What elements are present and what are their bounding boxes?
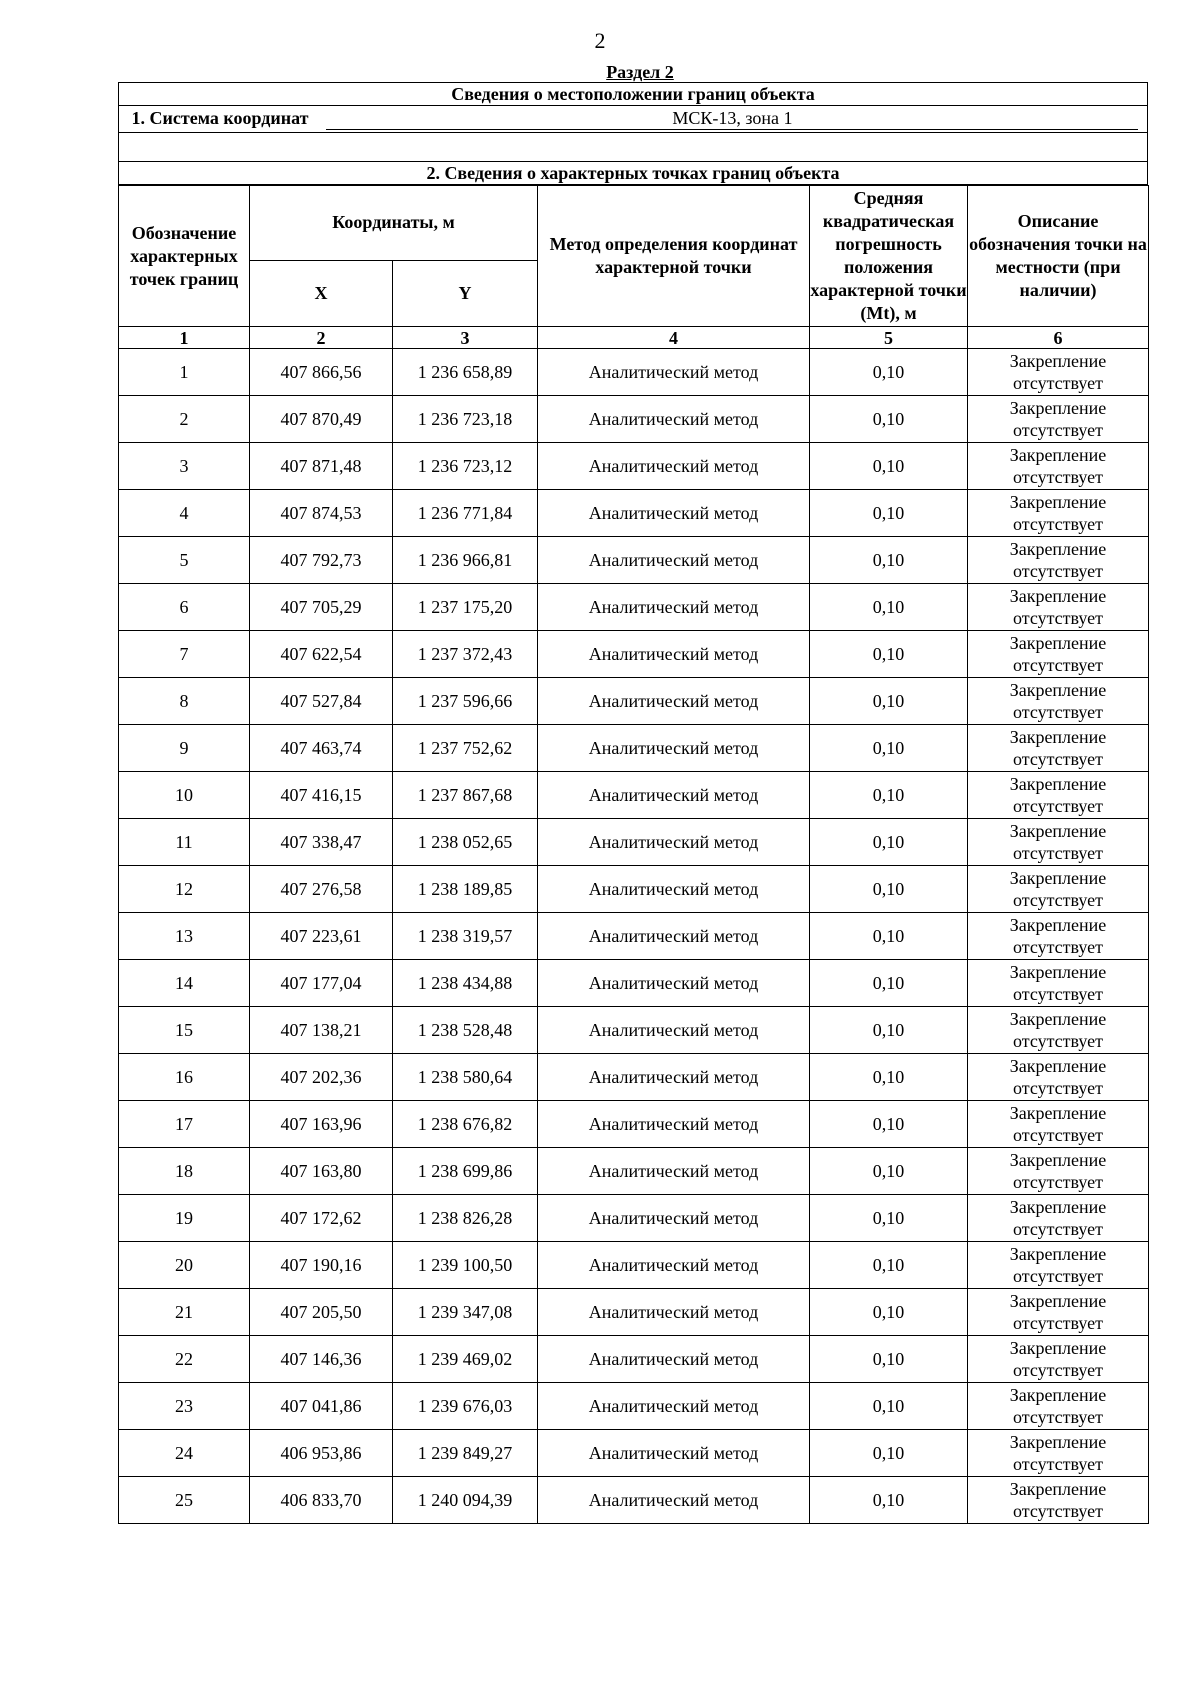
coord-x-cell: 407 172,62: [250, 1195, 393, 1242]
point-number-cell: 19: [119, 1195, 250, 1242]
method-cell: Аналитический метод: [538, 1336, 810, 1383]
coord-x-cell: 407 463,74: [250, 725, 393, 772]
coord-y-cell: 1 238 434,88: [393, 960, 538, 1007]
coord-y-cell: 1 238 189,85: [393, 866, 538, 913]
point-number-cell: 9: [119, 725, 250, 772]
point-number-cell: 13: [119, 913, 250, 960]
method-cell: Аналитический метод: [538, 960, 810, 1007]
mt-error-cell: 0,10: [810, 490, 968, 537]
description-cell: Закрепление отсутствует: [968, 678, 1149, 725]
method-cell: Аналитический метод: [538, 1195, 810, 1242]
mt-error-cell: 0,10: [810, 1430, 968, 1477]
table-row: [119, 1289, 1149, 1336]
method-cell: Аналитический метод: [538, 1101, 810, 1148]
description-cell: Закрепление отсутствует: [968, 866, 1149, 913]
description-cell: Закрепление отсутствует: [968, 490, 1149, 537]
point-number-cell: 23: [119, 1383, 250, 1430]
description-cell: Закрепление отсутствует: [968, 1289, 1149, 1336]
col-method-header: Метод определения координат характерной точки: [538, 186, 810, 327]
coord-y-cell: 1 236 658,89: [393, 349, 538, 396]
point-number-cell: 12: [119, 866, 250, 913]
coordinate-system-value: МСК-13, зона 1: [326, 108, 1138, 130]
description-cell: Закрепление отсутствует: [968, 1195, 1149, 1242]
coord-x-cell: 407 870,49: [250, 396, 393, 443]
mt-error-cell: 0,10: [810, 1383, 968, 1430]
method-cell: Аналитический метод: [538, 490, 810, 537]
coord-x-cell: 407 041,86: [250, 1383, 393, 1430]
coord-y-cell: 1 237 596,66: [393, 678, 538, 725]
table-row: [119, 772, 1149, 819]
description-cell: Закрепление отсутствует: [968, 1430, 1149, 1477]
description-cell: Закрепление отсутствует: [968, 1007, 1149, 1054]
mt-error-cell: 0,10: [810, 913, 968, 960]
method-cell: Аналитический метод: [538, 584, 810, 631]
col-error-header: Средняя квадратическая погрешность положения характерной точки (Mt), м: [810, 186, 968, 327]
points-title: 2. Сведения о характерных точках границ объекта: [119, 162, 1148, 185]
method-cell: Аналитический метод: [538, 631, 810, 678]
coordinate-system-label: 1. Система координат: [131, 108, 309, 128]
column-number: 1: [119, 327, 250, 349]
table-row: [119, 725, 1149, 772]
point-number-cell: 5: [119, 537, 250, 584]
coord-x-cell: 407 276,58: [250, 866, 393, 913]
method-cell: Аналитический метод: [538, 1289, 810, 1336]
coord-y-cell: 1 237 175,20: [393, 584, 538, 631]
method-cell: Аналитический метод: [538, 1007, 810, 1054]
description-cell: Закрепление отсутствует: [968, 584, 1149, 631]
point-number-cell: 21: [119, 1289, 250, 1336]
method-cell: Аналитический метод: [538, 1477, 810, 1524]
table-row: [119, 490, 1149, 537]
description-cell: Закрепление отсутствует: [968, 1148, 1149, 1195]
point-number-cell: 25: [119, 1477, 250, 1524]
coord-x-cell: 407 874,53: [250, 490, 393, 537]
mt-error-cell: 0,10: [810, 1148, 968, 1195]
table-row: [119, 1477, 1149, 1524]
coord-x-cell: 407 416,15: [250, 772, 393, 819]
method-cell: Аналитический метод: [538, 1148, 810, 1195]
mt-error-cell: 0,10: [810, 1101, 968, 1148]
table-row: [119, 631, 1149, 678]
mt-error-cell: 0,10: [810, 1477, 968, 1524]
coord-x-cell: 407 163,80: [250, 1148, 393, 1195]
coord-x-cell: 407 792,73: [250, 537, 393, 584]
table-row: [119, 1148, 1149, 1195]
table-row: [119, 1383, 1149, 1430]
description-cell: Закрепление отсутствует: [968, 1101, 1149, 1148]
description-cell: Закрепление отсутствует: [968, 725, 1149, 772]
coord-y-cell: 1 238 528,48: [393, 1007, 538, 1054]
description-cell: Закрепление отсутствует: [968, 1336, 1149, 1383]
method-cell: Аналитический метод: [538, 725, 810, 772]
coord-x-cell: 407 205,50: [250, 1289, 393, 1336]
method-cell: Аналитический метод: [538, 443, 810, 490]
coord-y-cell: 1 238 826,28: [393, 1195, 538, 1242]
method-cell: Аналитический метод: [538, 1242, 810, 1289]
description-cell: Закрепление отсутствует: [968, 631, 1149, 678]
column-number: 6: [968, 327, 1149, 349]
method-cell: Аналитический метод: [538, 537, 810, 584]
description-cell: Закрепление отсутствует: [968, 537, 1149, 584]
point-number-cell: 17: [119, 1101, 250, 1148]
table-row: [119, 1007, 1149, 1054]
method-cell: Аналитический метод: [538, 396, 810, 443]
coord-y-cell: 1 237 372,43: [393, 631, 538, 678]
description-cell: Закрепление отсутствует: [968, 1477, 1149, 1524]
table-row: [119, 443, 1149, 490]
coord-x-cell: 407 177,04: [250, 960, 393, 1007]
coord-y-cell: 1 239 100,50: [393, 1242, 538, 1289]
col-y-header: Y: [393, 260, 538, 326]
coord-x-cell: 407 190,16: [250, 1242, 393, 1289]
coord-y-cell: 1 239 849,27: [393, 1430, 538, 1477]
coord-x-cell: 407 622,54: [250, 631, 393, 678]
point-number-cell: 14: [119, 960, 250, 1007]
table-row: [119, 1195, 1149, 1242]
col-coords-header: Координаты, м: [250, 186, 538, 261]
table-row: [119, 819, 1149, 866]
method-cell: Аналитический метод: [538, 678, 810, 725]
table-row: [119, 913, 1149, 960]
coord-y-cell: 1 240 094,39: [393, 1477, 538, 1524]
point-number-cell: 3: [119, 443, 250, 490]
column-number: 2: [250, 327, 393, 349]
column-numbers-row: [119, 327, 1149, 349]
method-cell: Аналитический метод: [538, 1430, 810, 1477]
boundaries-header: Сведения о местоположении границ объекта: [119, 83, 1148, 106]
coord-x-cell: 407 705,29: [250, 584, 393, 631]
mt-error-cell: 0,10: [810, 772, 968, 819]
col-designation-header: Обозначение характерных точек границ: [119, 186, 250, 327]
mt-error-cell: 0,10: [810, 1007, 968, 1054]
table-row: [119, 1101, 1149, 1148]
coord-x-cell: 407 223,61: [250, 913, 393, 960]
coord-x-cell: 407 138,21: [250, 1007, 393, 1054]
table-row: [119, 678, 1149, 725]
method-cell: Аналитический метод: [538, 349, 810, 396]
mt-error-cell: 0,10: [810, 678, 968, 725]
point-number-cell: 24: [119, 1430, 250, 1477]
mt-error-cell: 0,10: [810, 631, 968, 678]
coord-x-cell: 407 866,56: [250, 349, 393, 396]
section-title: Раздел 2: [606, 62, 674, 82]
mt-error-cell: 0,10: [810, 866, 968, 913]
point-number-cell: 18: [119, 1148, 250, 1195]
mt-error-cell: 0,10: [810, 1242, 968, 1289]
coord-y-cell: 1 237 867,68: [393, 772, 538, 819]
coord-y-cell: 1 237 752,62: [393, 725, 538, 772]
mt-error-cell: 0,10: [810, 960, 968, 1007]
point-number-cell: 20: [119, 1242, 250, 1289]
method-cell: Аналитический метод: [538, 1383, 810, 1430]
mt-error-cell: 0,10: [810, 1054, 968, 1101]
coord-y-cell: 1 236 723,18: [393, 396, 538, 443]
column-number: 5: [810, 327, 968, 349]
method-cell: Аналитический метод: [538, 819, 810, 866]
point-number-cell: 8: [119, 678, 250, 725]
coord-x-cell: 406 953,86: [250, 1430, 393, 1477]
table-row: [119, 960, 1149, 1007]
coordinate-system-row: [119, 106, 1148, 133]
description-cell: Закрепление отсутствует: [968, 396, 1149, 443]
method-cell: Аналитический метод: [538, 1054, 810, 1101]
mt-error-cell: 0,10: [810, 584, 968, 631]
mt-error-cell: 0,10: [810, 1195, 968, 1242]
coord-y-cell: 1 238 699,86: [393, 1148, 538, 1195]
coord-x-cell: 407 202,36: [250, 1054, 393, 1101]
method-cell: Аналитический метод: [538, 866, 810, 913]
mt-error-cell: 0,10: [810, 819, 968, 866]
col-description-header: Описание обозначения точки на местности (при наличии): [968, 186, 1149, 327]
mt-error-cell: 0,10: [810, 396, 968, 443]
coord-y-cell: 1 236 966,81: [393, 537, 538, 584]
point-number-cell: 15: [119, 1007, 250, 1054]
point-number-cell: 22: [119, 1336, 250, 1383]
mt-error-cell: 0,10: [810, 1289, 968, 1336]
description-cell: Закрепление отсутствует: [968, 1383, 1149, 1430]
description-cell: Закрепление отсутствует: [968, 772, 1149, 819]
point-number-cell: 2: [119, 396, 250, 443]
col-x-header: X: [250, 260, 393, 326]
method-cell: Аналитический метод: [538, 913, 810, 960]
description-cell: Закрепление отсутствует: [968, 349, 1149, 396]
coord-x-cell: 406 833,70: [250, 1477, 393, 1524]
coord-x-cell: 407 871,48: [250, 443, 393, 490]
column-number: 4: [538, 327, 810, 349]
table-row: [119, 349, 1149, 396]
coord-x-cell: 407 146,36: [250, 1336, 393, 1383]
coord-y-cell: 1 236 771,84: [393, 490, 538, 537]
description-cell: Закрепление отсутствует: [968, 443, 1149, 490]
table-row: [119, 1336, 1149, 1383]
mt-error-cell: 0,10: [810, 537, 968, 584]
points-table: [118, 185, 1149, 1524]
mt-error-cell: 0,10: [810, 349, 968, 396]
coord-x-cell: 407 163,96: [250, 1101, 393, 1148]
coord-y-cell: 1 238 052,65: [393, 819, 538, 866]
mt-error-cell: 0,10: [810, 725, 968, 772]
coord-y-cell: 1 238 580,64: [393, 1054, 538, 1101]
table-row: [119, 1242, 1149, 1289]
document-frame: [118, 82, 1148, 1524]
mt-error-cell: 0,10: [810, 1336, 968, 1383]
description-cell: Закрепление отсутствует: [968, 960, 1149, 1007]
method-cell: Аналитический метод: [538, 772, 810, 819]
table-row: [119, 1054, 1149, 1101]
point-number-cell: 10: [119, 772, 250, 819]
point-number-cell: 6: [119, 584, 250, 631]
description-cell: Закрепление отсутствует: [968, 1054, 1149, 1101]
table-row: [119, 396, 1149, 443]
description-cell: Закрепление отсутствует: [968, 819, 1149, 866]
point-number-cell: 4: [119, 490, 250, 537]
description-cell: Закрепление отсутствует: [968, 913, 1149, 960]
mt-error-cell: 0,10: [810, 443, 968, 490]
point-number-cell: 7: [119, 631, 250, 678]
coord-x-cell: 407 338,47: [250, 819, 393, 866]
table-row: [119, 866, 1149, 913]
description-cell: Закрепление отсутствует: [968, 1242, 1149, 1289]
coord-y-cell: 1 239 347,08: [393, 1289, 538, 1336]
table-row: [119, 537, 1149, 584]
header-table: [118, 82, 1148, 185]
table-row: [119, 584, 1149, 631]
coord-y-cell: 1 236 723,12: [393, 443, 538, 490]
point-number-cell: 1: [119, 349, 250, 396]
coord-x-cell: 407 527,84: [250, 678, 393, 725]
page-number: 2: [594, 28, 606, 53]
point-number-cell: 11: [119, 819, 250, 866]
table-row: [119, 1430, 1149, 1477]
spacer-row: [119, 133, 1148, 162]
coord-y-cell: 1 238 319,57: [393, 913, 538, 960]
point-number-cell: 16: [119, 1054, 250, 1101]
coord-y-cell: 1 239 469,02: [393, 1336, 538, 1383]
coord-y-cell: 1 239 676,03: [393, 1383, 538, 1430]
coord-y-cell: 1 238 676,82: [393, 1101, 538, 1148]
column-number: 3: [393, 327, 538, 349]
